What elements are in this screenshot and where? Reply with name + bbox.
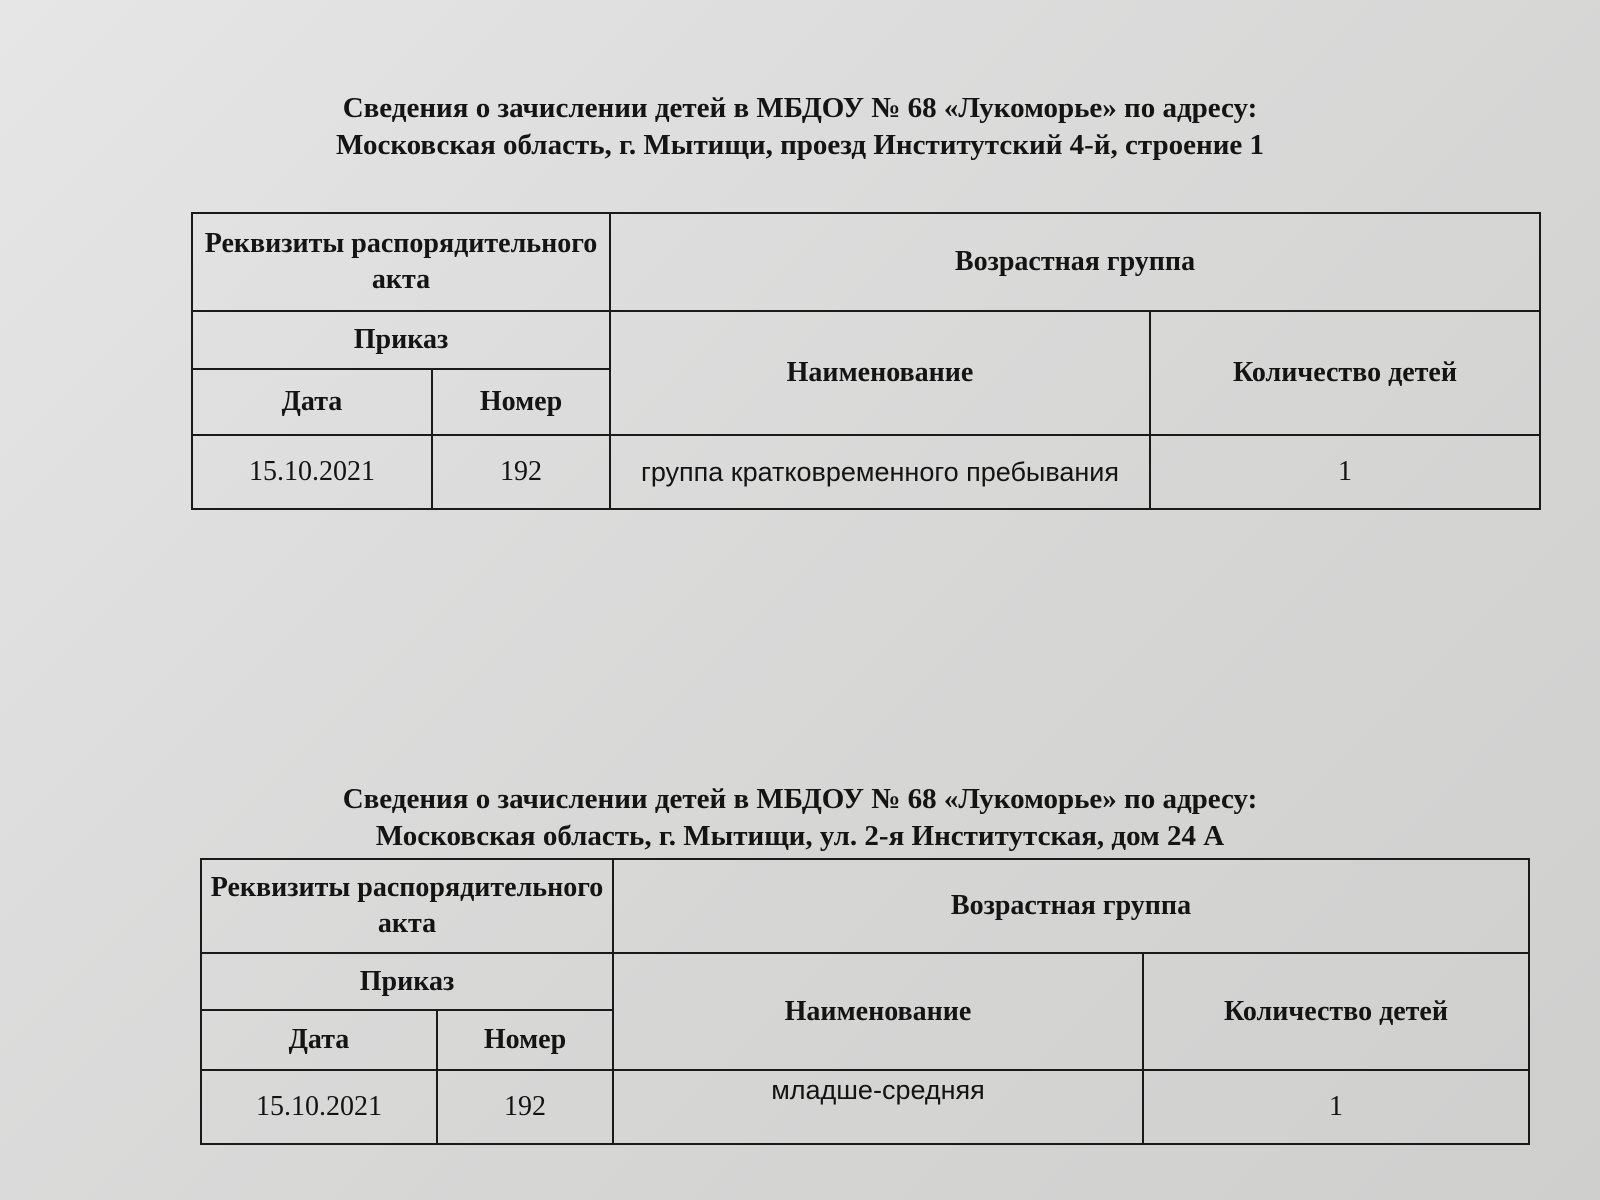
header-date: Дата <box>192 369 432 435</box>
header-name: Наименование <box>610 311 1150 435</box>
cell-group-name: группа кратковременного пребывания <box>610 435 1150 509</box>
header-number: Номер <box>437 1010 613 1070</box>
table-row <box>192 435 1540 509</box>
section-2-title-line-1: Сведения о зачислении детей в МБДОУ № 68 «Лукоморье» по адресу: <box>342 783 1258 815</box>
header-age-group: Возрастная группа <box>610 213 1540 311</box>
header-order: Приказ <box>192 311 610 369</box>
cell-group-name: младше-средняя <box>613 1070 1143 1144</box>
cell-number: 192 <box>432 435 610 509</box>
header-number: Номер <box>432 369 610 435</box>
header-requisites: Реквизиты распорядительного акта <box>192 213 610 311</box>
enrollment-table-2 <box>200 858 1530 1145</box>
header-name: Наименование <box>613 953 1143 1070</box>
header-children-count: Количество детей <box>1150 311 1540 435</box>
table-row <box>201 1070 1529 1144</box>
header-requisites: Реквизиты распорядительного акта <box>201 859 613 953</box>
header-date: Дата <box>201 1010 437 1070</box>
enrollment-table-1 <box>191 212 1541 510</box>
cell-date: 15.10.2021 <box>201 1070 437 1144</box>
cell-date: 15.10.2021 <box>192 435 432 509</box>
header-order: Приказ <box>201 953 613 1010</box>
section-1-title-line-2: Московская область, г. Мытищи, проезд Институтский 4-й, строение 1 <box>335 129 1265 161</box>
cell-number: 192 <box>437 1070 613 1144</box>
section-1-title <box>140 90 1460 164</box>
cell-children-count: 1 <box>1150 435 1540 509</box>
header-children-count: Количество детей <box>1143 953 1529 1070</box>
section-1-title-line-1: Сведения о зачислении детей в МБДОУ № 68 «Лукоморье» по адресу: <box>342 92 1258 124</box>
header-age-group: Возрастная группа <box>613 859 1529 953</box>
section-2-title-line-2: Московская область, г. Мытищи, ул. 2-я Институтская, дом 24 А <box>375 820 1225 852</box>
cell-children-count: 1 <box>1143 1070 1529 1144</box>
section-2-title <box>140 781 1460 855</box>
